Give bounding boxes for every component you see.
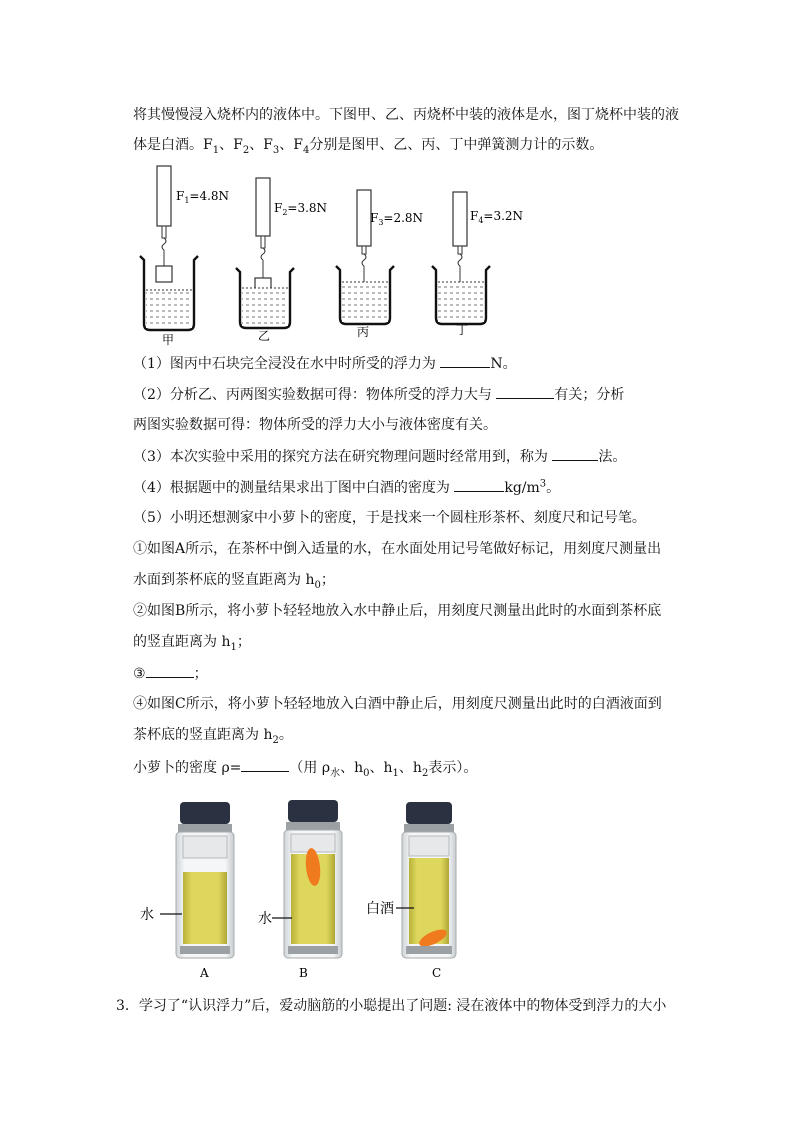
step-2-line-1: ②如图B所示，将小萝卜轻轻地放入水中静止后，用刻度尺测量出此时的水面到茶杯底 xyxy=(133,603,662,619)
step-1-line-1: ①如图A所示，在茶杯中倒入适量的水，在水面处用记号笔做好标记，用刻度尺测量出 xyxy=(133,541,662,557)
reading-ding: $F_4=3.2N$ xyxy=(470,209,524,225)
cup-b-letter: B xyxy=(299,966,308,980)
density-expression: 小萝卜的密度 ρ= （用 $\rho_水$、$h_0$、$h_1$、$h_2$表示）。 xyxy=(133,757,477,778)
beaker-yi xyxy=(236,178,327,343)
beaker-figure xyxy=(0,158,794,358)
answer-blank-density[interactable] xyxy=(241,757,289,772)
cup-figure xyxy=(0,796,794,986)
beaker-ding xyxy=(432,192,523,337)
cup-b xyxy=(258,800,342,980)
question-5: （5）小明还想测家中小萝卜的密度，于是找来一个圆柱形茶杯、刻度尺和记号笔。 xyxy=(133,510,646,526)
cup-c-letter: C xyxy=(432,966,442,980)
beaker-jia xyxy=(140,166,229,347)
label-yi: 乙 xyxy=(258,329,271,343)
intro-line-2: 体是白酒。$F_1$、$F_2$、$F_3$、$F_4$分别是图甲、乙、丙、丁中弹簧测力计的示数。 xyxy=(133,137,604,156)
question-2-line-1: （2）分析乙、丙两图实验数据可得：物体所受的浮力大与 有关；分析 xyxy=(133,384,624,405)
question-3: （3）本次实验中采用的探究方法在研究物理问题时经常用到，称为 法。 xyxy=(133,446,626,467)
label-bing: 丙 xyxy=(357,325,370,339)
answer-blank-1[interactable] xyxy=(440,353,490,368)
step-2-line-2: 的竖直距离为 $h_1$； xyxy=(133,634,251,653)
cup-a-letter: A xyxy=(200,966,209,980)
reading-bing: $F_3=2.8N$ xyxy=(370,211,424,227)
cup-a-liquid-label: 水 xyxy=(140,907,154,923)
answer-blank-4[interactable] xyxy=(454,477,504,492)
cup-b-liquid-label: 水 xyxy=(258,911,272,927)
question-2-line-2: 两图实验数据可得：物体所受的浮力大小与液体密度有关。 xyxy=(133,417,497,433)
step-3: ③ ； xyxy=(133,663,208,684)
label-ding: 丁 xyxy=(456,323,469,337)
cup-a xyxy=(140,802,234,980)
answer-blank-step-3[interactable] xyxy=(146,663,194,678)
cup-c xyxy=(366,802,456,980)
intro-line-1: 将其慢慢浸入烧杯内的液体中。下图甲、乙、丙烧杯中装的液体是水，图丁烧杯中装的液 xyxy=(133,107,679,123)
question-4: （4）根据题中的测量结果求出丁图中白酒的密度为 $kg/m^3$。 xyxy=(133,478,561,496)
reading-yi: $F_2=3.8N$ xyxy=(274,201,328,217)
beaker-bing xyxy=(336,190,423,339)
step-1-line-2: 水面到茶杯底的竖直距离为 $h_0$； xyxy=(133,572,335,591)
step-4-line-1: ④如图C所示，将小萝卜轻轻地放入白酒中静止后，用刻度尺测量出此时的白酒液面到 xyxy=(133,696,662,712)
step-4-line-2: 茶杯底的竖直距离为 $h_2$。 xyxy=(133,727,293,746)
cup-c-liquid-label: 白酒 xyxy=(366,901,394,917)
next-question: 3．学习了“认识浮力”后，爱动脑筋的小聪提出了问题: 浸在液体中的物体受到浮力的大小 xyxy=(116,998,667,1014)
answer-blank-3[interactable] xyxy=(552,446,598,461)
label-jia: 甲 xyxy=(162,333,175,347)
reading-jia: $F_1=4.8N$ xyxy=(176,189,230,205)
question-1: （1）图丙中石块完全浸没在水中时所受的浮力为 N。 xyxy=(133,353,517,374)
answer-blank-2[interactable] xyxy=(496,384,554,399)
